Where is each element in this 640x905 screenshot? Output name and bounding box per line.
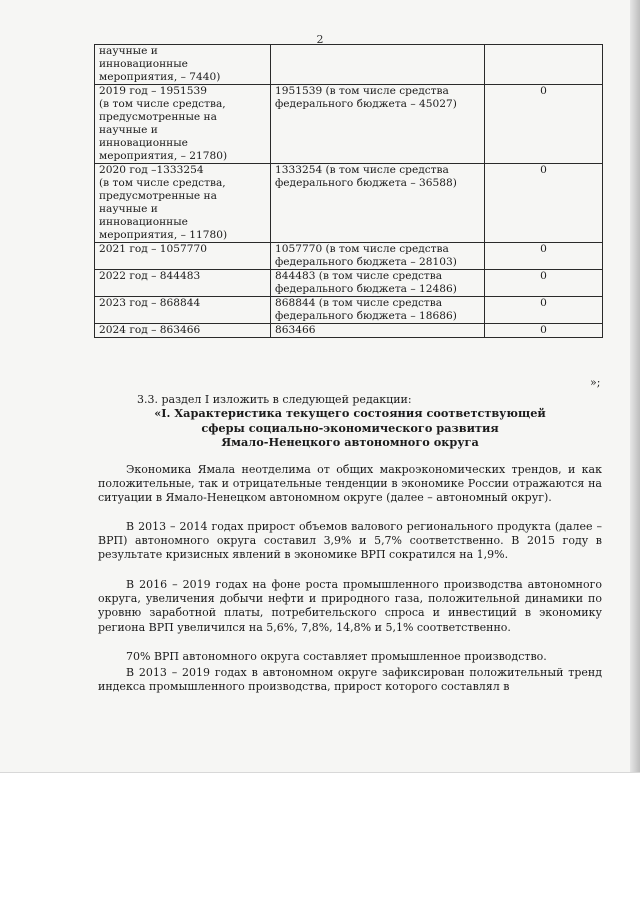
cell-text-line: инновационные — [99, 58, 188, 70]
other-sources-cell: 0 — [485, 324, 603, 338]
cell-text-line: мероприятия, – 7440) — [99, 71, 221, 83]
other-sources-cell: 0 — [485, 297, 603, 324]
table-row — [95, 324, 603, 338]
paragraph-grp-2016-2019: В 2016 – 2019 годах на фоне роста промышленного производства автономного округа, увеличения добычи нефти и природного газа, положительной динамики по уровню заработной платы, потребительского спроса и инвестиций в экономику региона ВРП увеличился на 5,6%, 7,8%, 14,8% и 5,1% соответственно. — [98, 578, 602, 634]
paragraph-industrial-index: В 2013 – 2019 годах в автономном округе зафиксирован положительный тренд индекса промышленного производства, прирост которого составлял в — [98, 666, 602, 694]
table-row — [95, 85, 603, 164]
year-total-cell — [95, 164, 271, 243]
cell-text-line: 1057770 (в том числе средства — [275, 243, 449, 255]
other-sources-cell: 0 — [485, 243, 603, 270]
page-number: 2 — [316, 33, 324, 46]
year-total-cell — [95, 270, 271, 297]
other-sources-cell — [485, 45, 603, 85]
regional-budget-cell — [271, 324, 485, 338]
cell-text-line: 2020 год –1333254 — [99, 164, 204, 176]
cell-text-line: 1951539 (в том числе средства — [275, 85, 449, 97]
section-intro-line: 3.3. раздел I изложить в следующей редакции: — [137, 393, 412, 406]
funding-table-body — [95, 45, 603, 338]
section-heading-line: «I. Характеристика текущего состояния соответствующей — [154, 406, 546, 420]
regional-budget-cell — [271, 85, 485, 164]
cell-text-line: 863466 — [275, 324, 316, 336]
section-heading-line: Ямало-Ненецкого автономного округа — [221, 435, 479, 449]
paragraph-grp-2013-2015: В 2013 – 2014 годах прирост объемов валового регионального продукта (далее – ВРП) автономного округа составил 3,9% и 5,7% соответственно. В 2015 году в результате кризисных явлений в экономике ВРП сократился на 1,9%. — [98, 520, 602, 562]
cell-text-line: предусмотренные на — [99, 111, 217, 123]
cell-text-line: 868844 (в том числе средства — [275, 297, 443, 309]
section-heading — [100, 406, 600, 450]
cell-text-line: (в том числе средства, — [99, 98, 226, 110]
cell-text-line: инновационные — [99, 216, 188, 228]
regional-budget-cell — [271, 243, 485, 270]
scan-edge-shadow — [630, 0, 640, 772]
table-row — [95, 45, 603, 85]
year-total-cell — [95, 85, 271, 164]
cell-text-line: 1333254 (в том числе средства — [275, 164, 449, 176]
cell-text-line: 2024 год – 863466 — [99, 324, 201, 336]
paragraph-industrial-share: 70% ВРП автономного округа составляет промышленное производство. — [126, 650, 547, 663]
year-total-cell — [95, 324, 271, 338]
cell-text-line: 2022 год – 844483 — [99, 270, 201, 282]
cell-text-line: научные и — [99, 124, 158, 136]
cell-text-line: (в том числе средства, — [99, 177, 226, 189]
table-row — [95, 164, 603, 243]
regional-budget-cell — [271, 270, 485, 297]
cell-text-line: 2019 год – 1951539 — [99, 85, 207, 97]
cell-text-line: 2021 год – 1057770 — [99, 243, 207, 255]
year-total-cell — [95, 297, 271, 324]
table-row — [95, 243, 603, 270]
regional-budget-cell — [271, 164, 485, 243]
regional-budget-cell — [271, 45, 485, 85]
other-sources-cell: 0 — [485, 164, 603, 243]
other-sources-cell: 0 — [485, 85, 603, 164]
paragraph-economy-trends: Экономика Ямала неотделима от общих макроэкономических трендов, и как положительные, так и отрицательные тенденции в экономике России отражаются на ситуации в Ямало-Ненецком автономном округе (далее – автономный округ). — [98, 463, 602, 505]
cell-text-line: научные и — [99, 45, 158, 57]
table-row — [95, 297, 603, 324]
cell-text-line: федерального бюджета – 45027) — [275, 98, 457, 110]
year-total-cell — [95, 243, 271, 270]
cell-text-line: инновационные — [99, 137, 188, 149]
cell-text-line: мероприятия, – 21780) — [99, 150, 228, 162]
regional-budget-cell — [271, 297, 485, 324]
cell-text-line: федерального бюджета – 12486) — [275, 283, 457, 295]
cell-text-line: мероприятия, – 11780) — [99, 229, 228, 241]
cell-text-line: 2023 год – 868844 — [99, 297, 201, 309]
year-total-cell — [95, 45, 271, 85]
closing-quote-mark: »; — [590, 376, 601, 389]
cell-text-line: научные и — [99, 203, 158, 215]
cell-text-line: предусмотренные на — [99, 190, 217, 202]
cell-text-line: 844483 (в том числе средства — [275, 270, 443, 282]
cell-text-line: федерального бюджета – 36588) — [275, 177, 457, 189]
section-heading-line: сферы социально-экономического развития — [201, 420, 499, 435]
cell-text-line: федерального бюджета – 18686) — [275, 310, 457, 322]
funding-table — [94, 44, 603, 338]
other-sources-cell: 0 — [485, 270, 603, 297]
table-row — [95, 270, 603, 297]
cell-text-line: федерального бюджета – 28103) — [275, 256, 457, 268]
